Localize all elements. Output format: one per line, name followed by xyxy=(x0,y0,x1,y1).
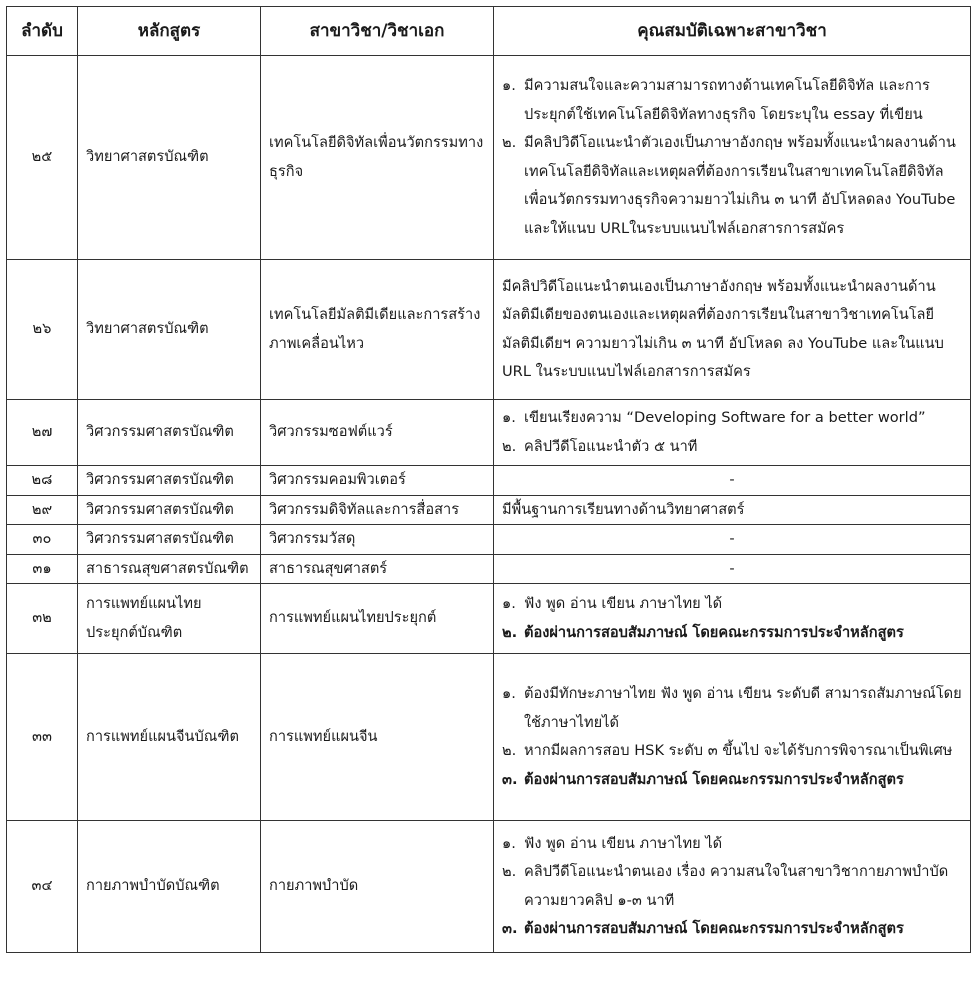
item-marker: ๓. xyxy=(502,920,518,937)
row-qualifications: - xyxy=(494,466,971,496)
qualification-item xyxy=(502,129,962,243)
table-row xyxy=(7,400,971,466)
row-program: สาธารณสุขศาสตรบัณฑิต xyxy=(78,554,261,584)
item-text: มีคลิปวิดีโอแนะนำตัวเองเป็นภาษาอังกฤษ พร้อมทั้งแนะนำผลงานด้านเทคโนโลยีดิจิทัลและเหตุผลที่ต้องการเรียนในสาขาเทคโนโลยีดิจิทัลเพื่อนวัตกรรมทางธุรกิจความยาวไม่เกิน ๓ นาที อัปโหลดลง YouTube และให้แนบ URLในระบบแนบไฟล์เอกสารการสมัคร xyxy=(524,134,956,237)
qualification-item xyxy=(502,830,962,859)
item-marker: ๑. xyxy=(502,409,516,426)
header-qualifications: คุณสมบัติเฉพาะสาขาวิชา xyxy=(494,7,971,56)
item-text: ต้องผ่านการสอบสัมภาษณ์ โดยคณะกรรมการประจำหลักสูตร xyxy=(524,623,904,641)
header-major: สาขาวิชา/วิชาเอก xyxy=(261,7,494,56)
row-qualifications: มีพื้นฐานการเรียนทางด้านวิทยาศาสตร์ xyxy=(494,495,971,525)
row-major: การแพทย์แผนไทยประยุกต์ xyxy=(261,584,494,654)
table-row xyxy=(7,56,971,260)
row-number: ๓๐ xyxy=(7,525,78,555)
row-number: ๓๑ xyxy=(7,554,78,584)
qualification-item xyxy=(502,737,962,766)
table-row xyxy=(7,260,971,400)
row-program: การแพทย์แผนไทยประยุกต์บัณฑิต xyxy=(78,584,261,654)
qualification-item xyxy=(502,858,962,915)
item-marker: ๑. xyxy=(502,834,516,852)
item-marker: ๒. xyxy=(502,134,517,151)
row-qualifications xyxy=(494,654,971,821)
qualification-item xyxy=(502,766,962,795)
item-text: ต้องผ่านการสอบสัมภาษณ์ โดยคณะกรรมการประจำหลักสูตร xyxy=(524,920,904,937)
item-text: ฟัง พูด อ่าน เขียน ภาษาไทย ได้ xyxy=(524,834,723,852)
table-row xyxy=(7,584,971,654)
row-qualifications: มีคลิปวิดีโอแนะนำตนเองเป็นภาษาอังกฤษ พร้อมทั้งแนะนำผลงานด้านมัลติมีเดียของตนเองและเหตุผลที่ต้องการเรียนในสาขาวิชาเทคโนโลยีมัลติมีเดียฯ ความยาวไม่เกิน ๓ นาที อัปโหลด ลง YouTube และในแนบ URL ในระบบแนบไฟล์เอกสารการสมัคร xyxy=(494,260,971,400)
row-program: วิศวกรรมศาสตรบัณฑิต xyxy=(78,495,261,525)
header-row xyxy=(7,7,971,56)
row-number: ๒๘ xyxy=(7,466,78,496)
row-major: สาธารณสุขศาสตร์ xyxy=(261,554,494,584)
qualification-item xyxy=(502,590,962,619)
item-marker: ๑. xyxy=(502,685,516,702)
row-qualifications: - xyxy=(494,554,971,584)
item-marker: ๑. xyxy=(502,77,516,94)
row-program: วิศวกรรมศาสตรบัณฑิต xyxy=(78,466,261,496)
table-row xyxy=(7,821,971,953)
item-text: ฟัง พูด อ่าน เขียน ภาษาไทย ได้ xyxy=(524,595,723,612)
table-row xyxy=(7,495,971,525)
row-major: วิศวกรรมซอฟต์แวร์ xyxy=(261,400,494,466)
table-row xyxy=(7,554,971,584)
row-major: การแพทย์แผนจีน xyxy=(261,654,494,821)
qualification-item xyxy=(502,404,962,433)
item-text: ต้องมีทักษะภาษาไทย ฟัง พูด อ่าน เขียน ระดับดี สามารถสัมภาษณ์โดยใช้ภาษาไทยได้ xyxy=(524,685,962,731)
header-program: หลักสูตร xyxy=(78,7,261,56)
item-marker: ๒. xyxy=(502,623,518,641)
qualification-item xyxy=(502,619,962,648)
item-text: คลิปวีดีโอแนะนำตัว ๕ นาที xyxy=(524,437,698,455)
row-number: ๒๗ xyxy=(7,400,78,466)
row-program: วิทยาศาสตรบัณฑิต xyxy=(78,260,261,400)
row-major: เทคโนโลยีดิจิทัลเพื่อนวัตกรรมทางธุรกิจ xyxy=(261,56,494,260)
header-order: ลำดับ xyxy=(7,7,78,56)
row-major: กายภาพบำบัด xyxy=(261,821,494,953)
item-marker: ๒. xyxy=(502,742,517,759)
qualification-item xyxy=(502,72,962,129)
row-number: ๒๕ xyxy=(7,56,78,260)
row-number: ๓๒ xyxy=(7,584,78,654)
qualification-item xyxy=(502,433,962,462)
row-qualifications xyxy=(494,400,971,466)
row-program: การแพทย์แผนจีนบัณฑิต xyxy=(78,654,261,821)
row-major: วิศวกรรมดิจิทัลและการสื่อสาร xyxy=(261,495,494,525)
row-program: กายภาพบำบัดบัณฑิต xyxy=(78,821,261,953)
row-program: วิทยาศาสตรบัณฑิต xyxy=(78,56,261,260)
row-number: ๓๓ xyxy=(7,654,78,821)
item-marker: ๓. xyxy=(502,770,518,788)
qualification-item xyxy=(502,915,962,944)
row-program: วิศวกรรมศาสตรบัณฑิต xyxy=(78,400,261,466)
row-major: เทคโนโลยีมัลติมีเดียและการสร้างภาพเคลื่อนไหว xyxy=(261,260,494,400)
item-text: มีความสนใจและความสามารถทางด้านเทคโนโลยีดิจิทัล และการประยุกต์ใช้เทคโนโลยีดิจิทัลทางธุรกิจ โดยระบุใน essay ที่เขียน xyxy=(524,77,930,123)
row-number: ๓๔ xyxy=(7,821,78,953)
item-text: เขียนเรียงความ “Developing Software for a better world” xyxy=(524,409,926,426)
item-marker: ๒. xyxy=(502,437,517,455)
row-qualifications xyxy=(494,56,971,260)
row-qualifications xyxy=(494,584,971,654)
row-program: วิศวกรรมศาสตรบัณฑิต xyxy=(78,525,261,555)
table-row xyxy=(7,654,971,821)
item-text: คลิปวีดีโอแนะนำตนเอง เรื่อง ความสนใจในสาขาวิชากายภาพบำบัด ความยาวคลิป ๑-๓ นาที xyxy=(524,863,949,909)
row-qualifications: - xyxy=(494,525,971,555)
row-number: ๒๙ xyxy=(7,495,78,525)
qualifications-table xyxy=(6,6,971,953)
item-text: ต้องผ่านการสอบสัมภาษณ์ โดยคณะกรรมการประจำหลักสูตร xyxy=(524,770,904,788)
qualification-item xyxy=(502,680,962,737)
row-number: ๒๖ xyxy=(7,260,78,400)
row-qualifications xyxy=(494,821,971,953)
table-row xyxy=(7,466,971,496)
item-marker: ๒. xyxy=(502,863,517,880)
row-major: วิศวกรรมคอมพิวเตอร์ xyxy=(261,466,494,496)
item-text: หากมีผลการสอบ HSK ระดับ ๓ ขึ้นไป จะได้รับการพิจารณาเป็นพิเศษ xyxy=(524,742,953,759)
row-major: วิศวกรรมวัสดุ xyxy=(261,525,494,555)
table-row xyxy=(7,525,971,555)
item-marker: ๑. xyxy=(502,595,516,612)
